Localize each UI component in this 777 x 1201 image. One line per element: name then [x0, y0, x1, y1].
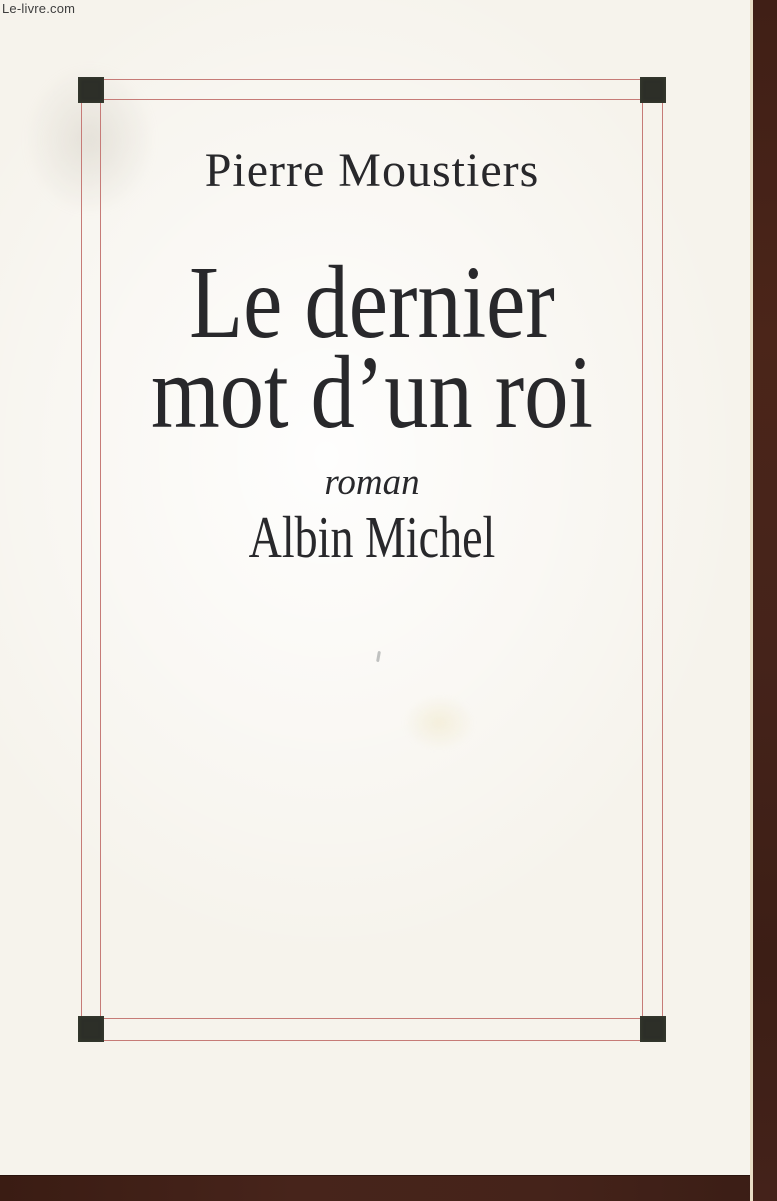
- watermark-text: Le-livre.com: [2, 1, 76, 16]
- corner-ornament-bottom-right: [640, 1016, 666, 1042]
- publisher-name: Albin Michel: [248, 504, 496, 570]
- scan-background-bottom-bar: [0, 1175, 777, 1201]
- title-line-2: mot d’un roi: [151, 335, 593, 450]
- scan-background-right-strip: [750, 0, 777, 1201]
- corner-ornament-top-right: [640, 77, 666, 103]
- corner-ornament-top-left: [78, 77, 104, 103]
- author-name: Pierre Moustiers: [204, 144, 540, 197]
- corner-ornament-bottom-left: [78, 1016, 104, 1042]
- book-title: [125, 245, 620, 450]
- genre-label: roman: [324, 462, 420, 503]
- title-line-1: Le dernier: [189, 245, 555, 360]
